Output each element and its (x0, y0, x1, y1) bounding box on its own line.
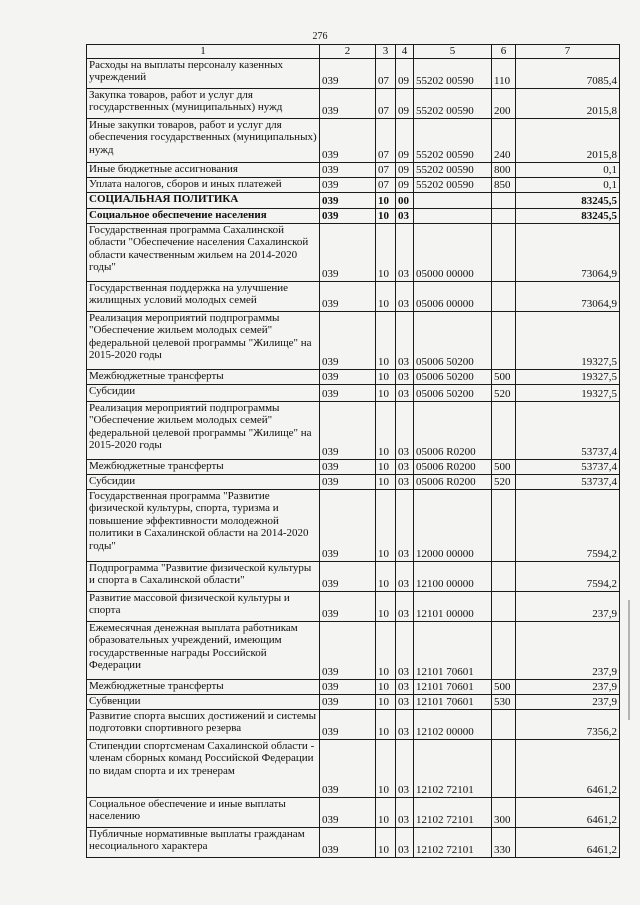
row-target-article-cell: 05000 00000 (414, 223, 492, 281)
row-target-article-cell: 05006 R0200 (414, 401, 492, 459)
header-cell: 2 (320, 45, 376, 59)
row-name-cell: Реализация мероприятий подпрограммы "Обеспечение жильем молодых семей" федеральной целевой программы "Жилище" на 2015-2020 годы (87, 401, 320, 459)
row-code-cell: 039 (320, 827, 376, 857)
row-amount-cell: 2015,8 (516, 118, 620, 162)
row-section-cell: 10 (376, 797, 396, 827)
row-name-cell: Расходы на выплаты персоналу казенных учреждений (87, 58, 320, 88)
row-code-cell: 039 (320, 459, 376, 474)
row-subsection-cell: 03 (396, 679, 414, 694)
row-name-cell: Подпрограмма "Развитие физической культуры и спорта в Сахалинской области" (87, 561, 320, 591)
row-target-article-cell: 12101 00000 (414, 591, 492, 621)
row-expense-type-cell: 330 (492, 827, 516, 857)
row-amount-cell: 6461,2 (516, 797, 620, 827)
row-code-cell: 039 (320, 561, 376, 591)
row-name-cell: Межбюджетные трансферты (87, 369, 320, 384)
row-amount-cell: 19327,5 (516, 369, 620, 384)
row-amount-cell: 19327,5 (516, 311, 620, 369)
row-subsection-cell: 00 (396, 192, 414, 208)
row-expense-type-cell (492, 223, 516, 281)
row-target-article-cell: 12102 72101 (414, 739, 492, 797)
row-section-cell: 10 (376, 223, 396, 281)
table-row (87, 281, 620, 311)
row-expense-type-cell: 520 (492, 474, 516, 489)
row-code-cell: 039 (320, 739, 376, 797)
row-subsection-cell: 09 (396, 162, 414, 177)
row-amount-cell: 0,1 (516, 162, 620, 177)
row-section-cell: 10 (376, 474, 396, 489)
row-amount-cell: 7356,2 (516, 709, 620, 739)
row-expense-type-cell: 110 (492, 58, 516, 88)
row-section-cell: 10 (376, 709, 396, 739)
table-row (87, 384, 620, 401)
row-target-article-cell: 05006 00000 (414, 281, 492, 311)
row-expense-type-cell: 300 (492, 797, 516, 827)
row-subsection-cell: 03 (396, 827, 414, 857)
row-expense-type-cell: 800 (492, 162, 516, 177)
row-target-article-cell: 12101 70601 (414, 679, 492, 694)
row-name-cell: Субсидии (87, 384, 320, 401)
row-name-cell: Государственная программа Сахалинской области "Обеспечение населения Сахалинской области качественным жильем на 2014-2020 годы" (87, 223, 320, 281)
row-amount-cell: 237,9 (516, 679, 620, 694)
scan-margin-mark (628, 600, 630, 720)
table-row (87, 459, 620, 474)
row-expense-type-cell (492, 208, 516, 223)
table-row (87, 401, 620, 459)
row-subsection-cell: 03 (396, 797, 414, 827)
row-amount-cell: 7594,2 (516, 489, 620, 561)
row-section-cell: 10 (376, 694, 396, 709)
row-section-cell: 10 (376, 208, 396, 223)
row-code-cell: 039 (320, 621, 376, 679)
header-cell: 3 (376, 45, 396, 59)
row-amount-cell: 53737,4 (516, 474, 620, 489)
row-target-article-cell: 12000 00000 (414, 489, 492, 561)
row-expense-type-cell (492, 281, 516, 311)
row-section-cell: 10 (376, 489, 396, 561)
row-name-cell: Субсидии (87, 474, 320, 489)
table-row (87, 58, 620, 88)
row-target-article-cell: 05006 R0200 (414, 459, 492, 474)
row-section-cell: 07 (376, 58, 396, 88)
table-row (87, 561, 620, 591)
row-amount-cell: 0,1 (516, 177, 620, 192)
table-row (87, 88, 620, 118)
table-row (87, 591, 620, 621)
row-subsection-cell: 03 (396, 739, 414, 797)
row-expense-type-cell (492, 591, 516, 621)
row-name-cell: Развитие массовой физической культуры и спорта (87, 591, 320, 621)
row-target-article-cell: 05006 50200 (414, 384, 492, 401)
row-target-article-cell: 55202 00590 (414, 88, 492, 118)
row-target-article-cell: 55202 00590 (414, 118, 492, 162)
table-row (87, 474, 620, 489)
row-code-cell: 039 (320, 223, 376, 281)
row-target-article-cell: 12102 00000 (414, 709, 492, 739)
row-code-cell: 039 (320, 162, 376, 177)
row-section-cell: 10 (376, 384, 396, 401)
row-amount-cell: 7594,2 (516, 561, 620, 591)
row-amount-cell: 83245,5 (516, 192, 620, 208)
row-section-cell: 10 (376, 192, 396, 208)
row-code-cell: 039 (320, 118, 376, 162)
table-row (87, 118, 620, 162)
table-row (87, 369, 620, 384)
row-name-cell: Иные закупки товаров, работ и услуг для обеспечения государственных (муниципальных) нужд (87, 118, 320, 162)
row-code-cell: 039 (320, 474, 376, 489)
row-name-cell: Субвенции (87, 694, 320, 709)
row-subsection-cell: 03 (396, 591, 414, 621)
row-target-article-cell: 12102 72101 (414, 797, 492, 827)
row-name-cell: Социальное обеспечение и иные выплаты населению (87, 797, 320, 827)
row-name-cell: Публичные нормативные выплаты гражданам несоциального характера (87, 827, 320, 857)
table-row (87, 739, 620, 797)
row-section-cell: 10 (376, 591, 396, 621)
row-name-cell: Межбюджетные трансферты (87, 679, 320, 694)
row-subsection-cell: 03 (396, 384, 414, 401)
row-expense-type-cell: 240 (492, 118, 516, 162)
row-amount-cell: 53737,4 (516, 459, 620, 474)
row-section-cell: 07 (376, 118, 396, 162)
row-target-article-cell: 55202 00590 (414, 162, 492, 177)
row-code-cell: 039 (320, 384, 376, 401)
header-cell: 4 (396, 45, 414, 59)
row-amount-cell: 73064,9 (516, 281, 620, 311)
row-code-cell: 039 (320, 58, 376, 88)
header-cell: 6 (492, 45, 516, 59)
row-amount-cell: 53737,4 (516, 401, 620, 459)
row-section-cell: 10 (376, 739, 396, 797)
page-number: 276 (312, 31, 328, 42)
row-name-cell: СОЦИАЛЬНАЯ ПОЛИТИКА (87, 192, 320, 208)
row-subsection-cell: 09 (396, 177, 414, 192)
row-amount-cell: 6461,2 (516, 739, 620, 797)
row-name-cell: Государственная программа "Развитие физической культуры, спорта, туризма и повышение эффективности молодежной политики в Сахалинской области на 2014-2020 годы" (87, 489, 320, 561)
row-name-cell: Иные бюджетные ассигнования (87, 162, 320, 177)
row-expense-type-cell: 500 (492, 459, 516, 474)
row-section-cell: 10 (376, 281, 396, 311)
row-expense-type-cell: 200 (492, 88, 516, 118)
row-subsection-cell: 03 (396, 474, 414, 489)
row-expense-type-cell: 530 (492, 694, 516, 709)
row-amount-cell: 83245,5 (516, 208, 620, 223)
header-cell: 5 (414, 45, 492, 59)
row-subsection-cell: 03 (396, 311, 414, 369)
row-section-cell: 07 (376, 177, 396, 192)
row-name-cell: Социальное обеспечение населения (87, 208, 320, 223)
row-expense-type-cell: 500 (492, 369, 516, 384)
row-expense-type-cell: 850 (492, 177, 516, 192)
row-code-cell: 039 (320, 311, 376, 369)
row-subsection-cell: 03 (396, 281, 414, 311)
row-name-cell: Межбюджетные трансферты (87, 459, 320, 474)
row-code-cell: 039 (320, 591, 376, 621)
row-target-article-cell (414, 192, 492, 208)
row-name-cell: Уплата налогов, сборов и иных платежей (87, 177, 320, 192)
row-section-cell: 10 (376, 561, 396, 591)
table-row (87, 208, 620, 223)
row-section-cell: 10 (376, 827, 396, 857)
row-subsection-cell: 03 (396, 621, 414, 679)
row-amount-cell: 2015,8 (516, 88, 620, 118)
row-subsection-cell: 03 (396, 694, 414, 709)
row-code-cell: 039 (320, 489, 376, 561)
table-row (87, 223, 620, 281)
row-amount-cell: 237,9 (516, 621, 620, 679)
row-code-cell: 039 (320, 369, 376, 384)
table-row (87, 489, 620, 561)
row-target-article-cell: 12102 72101 (414, 827, 492, 857)
row-target-article-cell: 12100 00000 (414, 561, 492, 591)
row-code-cell: 039 (320, 797, 376, 827)
table-row (87, 192, 620, 208)
row-section-cell: 07 (376, 88, 396, 118)
row-code-cell: 039 (320, 88, 376, 118)
row-amount-cell: 6461,2 (516, 827, 620, 857)
row-name-cell: Развитие спорта высших достижений и системы подготовки спортивного резерва (87, 709, 320, 739)
table-row (87, 694, 620, 709)
row-section-cell: 10 (376, 459, 396, 474)
row-name-cell: Ежемесячная денежная выплата работникам образовательных учреждений, имеющим государственные награды Российской Федерации (87, 621, 320, 679)
row-target-article-cell: 12101 70601 (414, 694, 492, 709)
row-amount-cell: 7085,4 (516, 58, 620, 88)
header-cell: 1 (87, 45, 320, 59)
budget-table (86, 44, 620, 858)
row-expense-type-cell (492, 561, 516, 591)
row-target-article-cell (414, 208, 492, 223)
table-row (87, 621, 620, 679)
row-expense-type-cell (492, 709, 516, 739)
row-target-article-cell: 12101 70601 (414, 621, 492, 679)
row-subsection-cell: 09 (396, 58, 414, 88)
row-target-article-cell: 05006 50200 (414, 311, 492, 369)
row-subsection-cell: 03 (396, 208, 414, 223)
row-section-cell: 10 (376, 679, 396, 694)
row-subsection-cell: 03 (396, 561, 414, 591)
row-subsection-cell: 03 (396, 489, 414, 561)
row-target-article-cell: 55202 00590 (414, 177, 492, 192)
row-amount-cell: 237,9 (516, 694, 620, 709)
row-section-cell: 10 (376, 311, 396, 369)
row-target-article-cell: 55202 00590 (414, 58, 492, 88)
row-expense-type-cell: 500 (492, 679, 516, 694)
row-code-cell: 039 (320, 281, 376, 311)
row-code-cell: 039 (320, 694, 376, 709)
row-code-cell: 039 (320, 208, 376, 223)
row-expense-type-cell (492, 192, 516, 208)
table-row (87, 679, 620, 694)
row-target-article-cell: 05006 R0200 (414, 474, 492, 489)
row-expense-type-cell (492, 739, 516, 797)
row-expense-type-cell (492, 621, 516, 679)
table-header-row (87, 45, 620, 59)
row-code-cell: 039 (320, 679, 376, 694)
row-amount-cell: 73064,9 (516, 223, 620, 281)
row-code-cell: 039 (320, 177, 376, 192)
row-expense-type-cell: 520 (492, 384, 516, 401)
table-row (87, 827, 620, 857)
row-amount-cell: 237,9 (516, 591, 620, 621)
row-section-cell: 07 (376, 162, 396, 177)
row-subsection-cell: 03 (396, 401, 414, 459)
row-amount-cell: 19327,5 (516, 384, 620, 401)
row-name-cell: Государственная поддержка на улучшение жилищных условий молодых семей (87, 281, 320, 311)
table-row (87, 162, 620, 177)
row-section-cell: 10 (376, 401, 396, 459)
row-name-cell: Стипендии спортсменам Сахалинской области - членам сборных команд Российской Федерации по видам спорта и их тренерам (87, 739, 320, 797)
table-row (87, 311, 620, 369)
row-expense-type-cell (492, 401, 516, 459)
table-row (87, 797, 620, 827)
row-section-cell: 10 (376, 621, 396, 679)
table-row (87, 709, 620, 739)
row-section-cell: 10 (376, 369, 396, 384)
row-subsection-cell: 03 (396, 709, 414, 739)
row-code-cell: 039 (320, 401, 376, 459)
row-subsection-cell: 03 (396, 459, 414, 474)
row-code-cell: 039 (320, 709, 376, 739)
row-expense-type-cell (492, 311, 516, 369)
row-subsection-cell: 09 (396, 118, 414, 162)
row-subsection-cell: 03 (396, 223, 414, 281)
row-target-article-cell: 05006 50200 (414, 369, 492, 384)
header-cell: 7 (516, 45, 620, 59)
row-name-cell: Реализация мероприятий подпрограммы "Обеспечение жильем молодых семей" федеральной целевой программы "Жилище" на 2015-2020 годы (87, 311, 320, 369)
row-name-cell: Закупка товаров, работ и услуг для государственных (муниципальных) нужд (87, 88, 320, 118)
table-row (87, 177, 620, 192)
row-expense-type-cell (492, 489, 516, 561)
row-subsection-cell: 03 (396, 369, 414, 384)
row-subsection-cell: 09 (396, 88, 414, 118)
row-code-cell: 039 (320, 192, 376, 208)
